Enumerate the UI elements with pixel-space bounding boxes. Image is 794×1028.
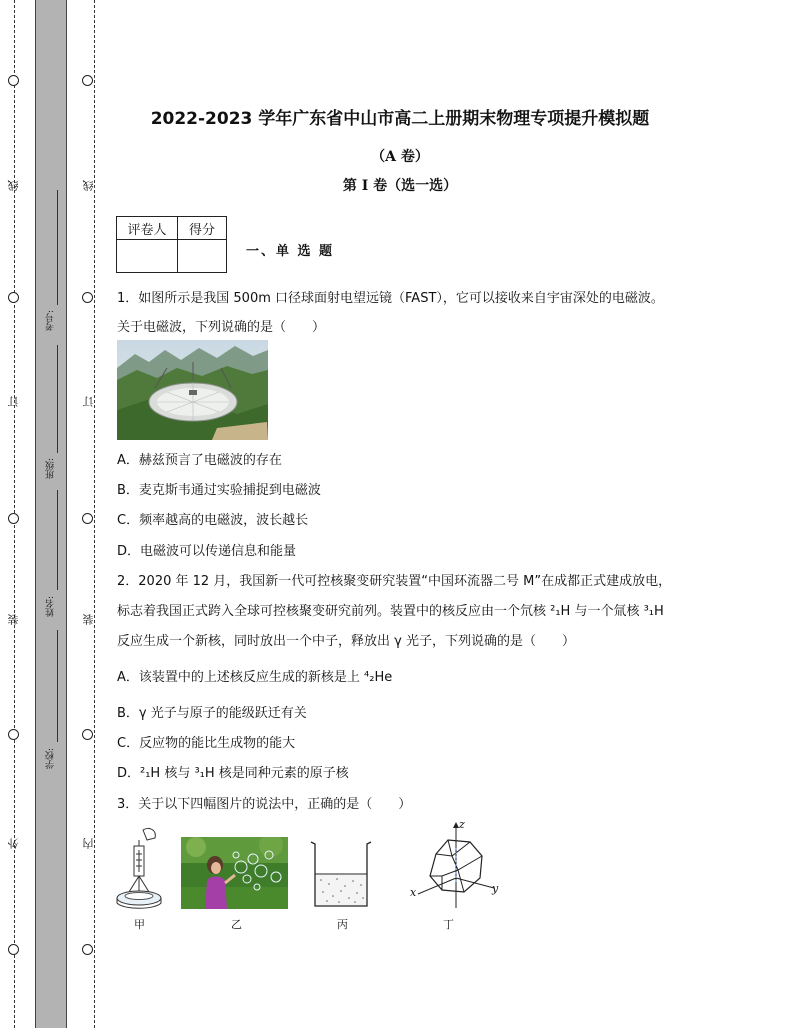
q2-option-b: B．γ 光子与原子的能级跃迁有关 — [117, 706, 307, 721]
binding-hole — [8, 729, 19, 740]
q1-option-a: A．赫兹预言了电磁波的存在 — [117, 453, 282, 468]
q2-option-c: C．反应物的能比生成物的能大 — [117, 736, 296, 751]
paper-version: （A 卷） — [371, 149, 429, 165]
reviewer-cell — [117, 240, 178, 273]
caption-yi: 乙 — [231, 918, 242, 931]
q2-option-d: D．²₁H 核与 ³₁H 核是同种元素的原子核 — [117, 766, 349, 781]
q2-stem-line-3: 反应生成一个新核，同时放出一个中子，释放出 γ 光子，下列说确的是（ ） — [117, 634, 575, 649]
q2-option-a: A．该装置中的上述核反应生成的新核是上 ⁴₂He — [117, 670, 393, 685]
q1-option-b: B．麦克斯韦通过实验捕捉到电磁波 — [117, 483, 321, 498]
outer-mark-line: 线 — [7, 180, 20, 191]
class-line — [57, 345, 58, 453]
exam-number-label: 考号: — [46, 310, 56, 332]
score-cell — [178, 240, 227, 273]
inner-mark-line: 线 — [82, 180, 95, 191]
caption-bing: 丙 — [337, 918, 348, 931]
q2-stem-line-1: 2．2020 年 12 月，我国新一代可控核聚变研究装置“中国环流器二号 M”在成都正式建成放电， — [117, 574, 672, 589]
binding-hole — [82, 292, 93, 303]
outer-mark-install: 装 — [7, 614, 20, 625]
school-line — [57, 630, 58, 742]
inner-mark-inside: 内 — [82, 838, 95, 849]
outer-mark-bind: 订 — [7, 396, 20, 407]
score-header: 得分 — [178, 217, 227, 240]
axis-label-y: y — [492, 882, 499, 895]
name-label: 姓名: — [46, 596, 56, 618]
exam-number-line — [57, 190, 58, 305]
inner-mark-install: 装 — [82, 614, 95, 625]
page-title: 2022-2023 学年广东省中山市高二上册期末物理专项提升模拟题 — [150, 109, 650, 129]
q1-option-d: D．电磁波可以传递信息和能量 — [117, 544, 297, 559]
binding-hole — [82, 513, 93, 524]
caption-jia: 甲 — [134, 918, 145, 931]
binding-hole — [82, 944, 93, 955]
name-line — [57, 490, 58, 590]
binding-hole — [82, 729, 93, 740]
binding-hole — [8, 292, 19, 303]
binding-strip — [35, 0, 67, 1028]
q2-stem-line-2: 标志着我国正式跨入全球可控核聚变研究前列。装置中的核反应由一个氘核 ²₁H 与一个氚核 ³₁H — [117, 604, 664, 619]
class-label: 班级: — [46, 458, 56, 480]
school-label: 学校: — [46, 748, 56, 770]
q1-stem-line-1: 1．如图所示是我国 500m 口径球面射电望远镜（FAST），它可以接收来自宇宙深处的电磁波。 — [117, 291, 664, 306]
reviewer-header: 评卷人 — [117, 217, 178, 240]
binding-hole — [8, 513, 19, 524]
inner-dashed-line — [94, 0, 95, 1028]
figure-jia-surface-tension — [113, 826, 165, 910]
axis-label-z: z — [459, 818, 465, 831]
fast-telescope-image — [117, 340, 268, 440]
binding-hole — [82, 75, 93, 86]
binding-hole — [8, 944, 19, 955]
binding-hole — [8, 75, 19, 86]
caption-ding: 丁 — [443, 918, 454, 931]
volume-heading: 第 I 卷（选一选） — [342, 178, 458, 194]
score-table — [116, 216, 227, 273]
section-title: 一、单 选 题 — [246, 244, 335, 259]
q3-stem: 3．关于以下四幅图片的说法中，正确的是（ ） — [117, 797, 412, 812]
q1-option-c: C．频率越高的电磁波，波长越长 — [117, 513, 309, 528]
figure-ding-crystal-axes — [408, 818, 504, 914]
figure-bing-beaker — [309, 838, 373, 910]
axis-label-x: x — [410, 886, 417, 899]
q1-stem-line-2: 关于电磁波，下列说确的是（ ） — [117, 320, 326, 335]
inner-mark-bind: 订 — [82, 396, 95, 407]
figure-yi-bubbles-photo — [181, 837, 288, 909]
outer-mark-outside: 外 — [7, 838, 20, 849]
